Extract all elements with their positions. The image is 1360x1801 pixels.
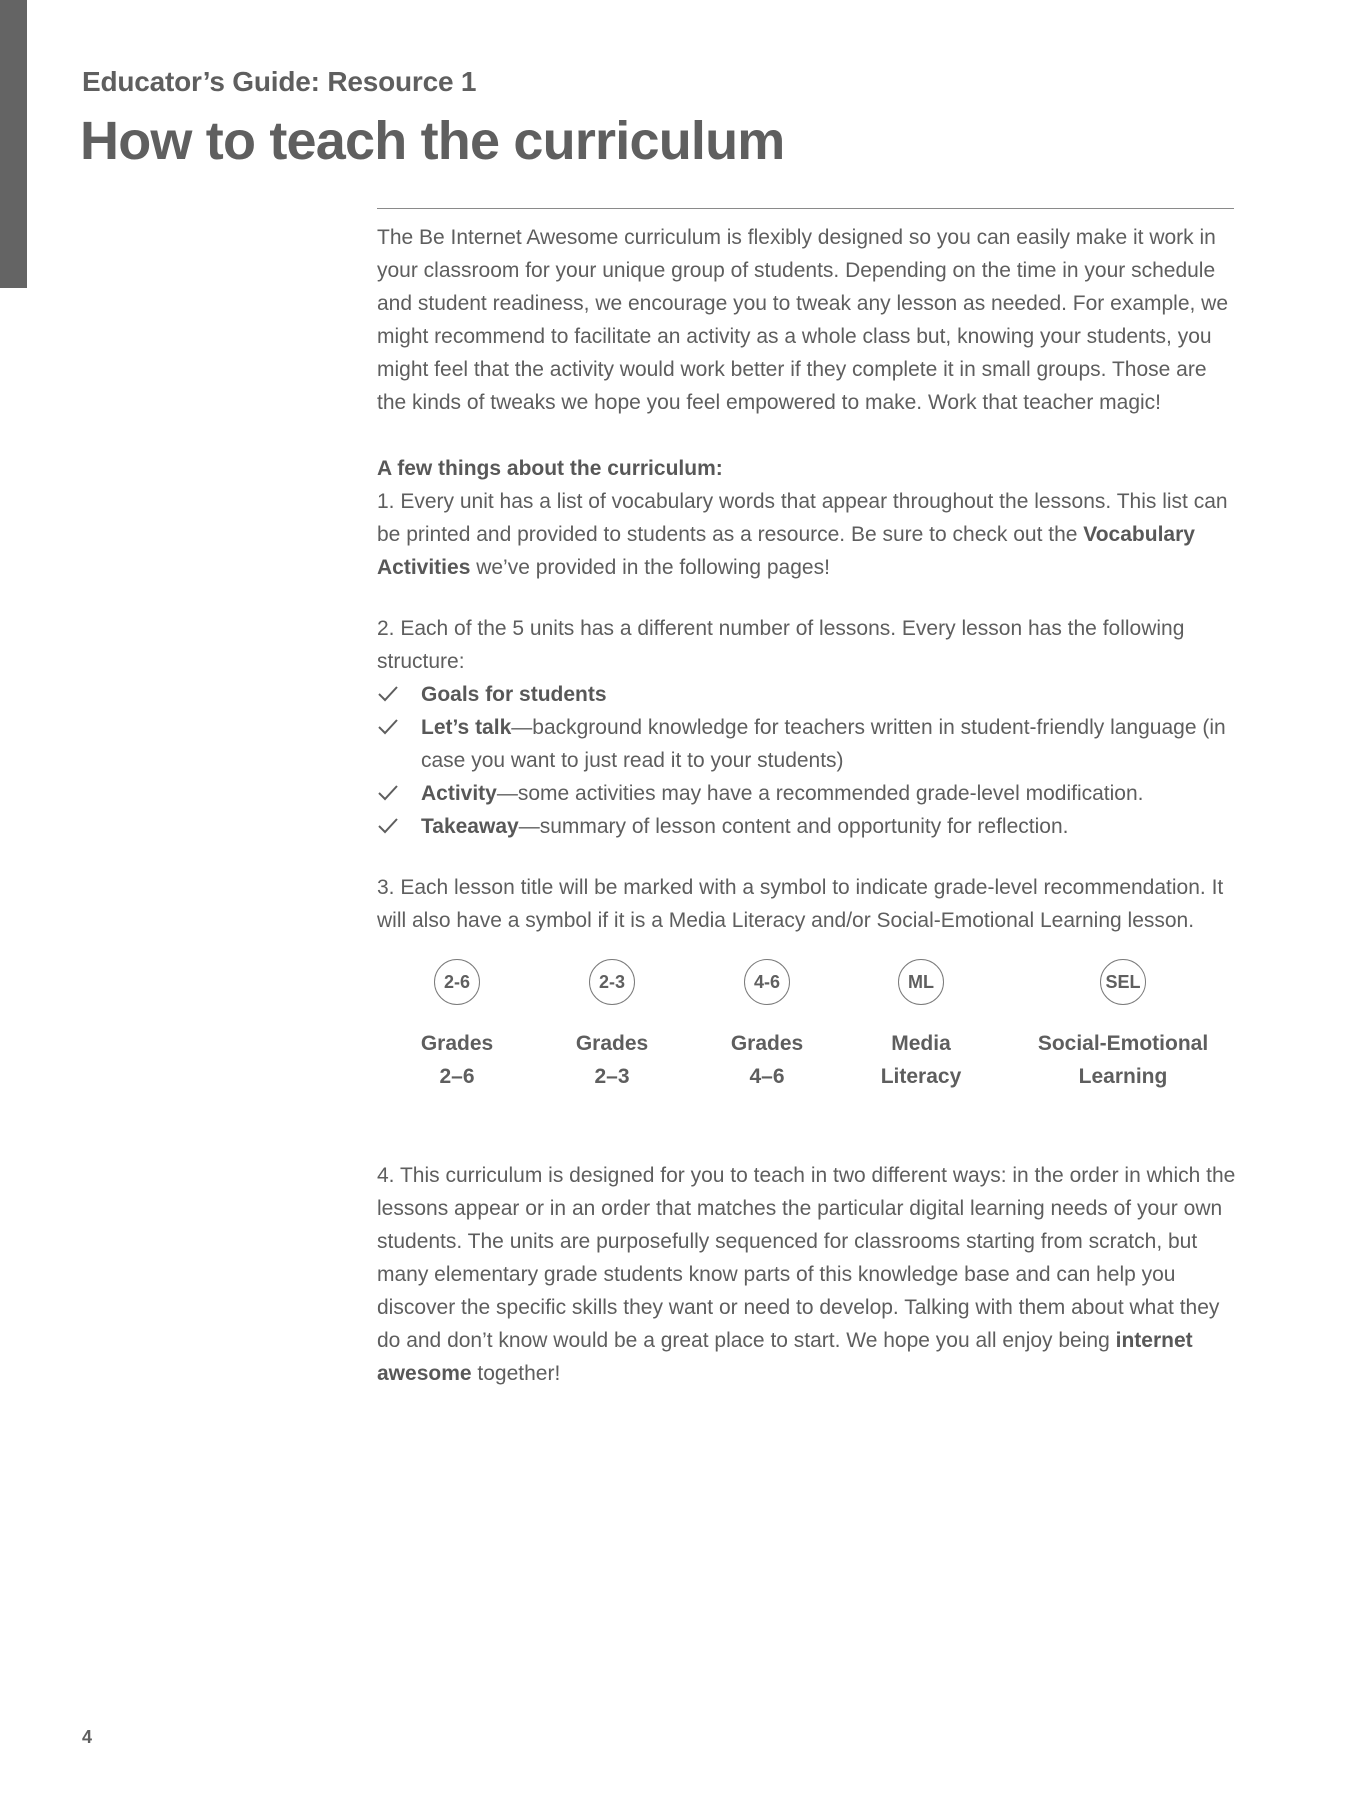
checkmark-icon — [377, 783, 399, 803]
checkmark-icon — [377, 816, 399, 836]
divider — [377, 208, 1234, 209]
media-literacy-badge-icon: ML — [898, 959, 944, 1005]
list-item: Takeaway—summary of lesson content and opportunity for reflection. — [377, 810, 1239, 843]
symbol-media-literacy — [811, 959, 1031, 1093]
list-item: Let’s talk—background knowledge for teachers written in student-friendly language (in case you want to just read it to your students) — [377, 711, 1239, 777]
checkmark-icon — [377, 717, 399, 737]
grade-symbols — [377, 959, 1239, 1159]
sel-badge-icon: SEL — [1100, 959, 1146, 1005]
intro-paragraph: The Be Internet Awesome curriculum is flexibly designed so you can easily make it work in your classroom for your unique group of students. Depending on the time in your schedule and student readiness, we encourage you to tweak any lesson as needed. For example, we might recommend to facilitate an activity as a whole class but, knowing your students, you might feel that the activity would work better if they complete it in small groups. Those are the kinds of tweaks we hope you feel empowered to make. Work that teacher magic! — [377, 226, 1229, 414]
item-3: 3. Each lesson title will be marked with a symbol to indicate grade-level recommendation. It will also have a symbol if it is a Media Literacy and/or Social-Emotional Learning lesson. — [377, 876, 1224, 932]
side-accent-bar — [0, 0, 27, 288]
symbol-label: Grades 2–6 — [420, 1032, 494, 1088]
resource-subtitle: Educator’s Guide: Resource 1 — [82, 66, 477, 97]
symbol-label: Media Literacy — [880, 1032, 962, 1088]
page-title: How to teach the curriculum — [80, 111, 785, 171]
checkmark-icon — [377, 684, 399, 704]
grade-badge-icon: 2-3 — [589, 959, 635, 1005]
vocabulary-activities-bold: Vocabulary Activities — [377, 523, 1195, 579]
internet-awesome-bold: internet awesome — [377, 1329, 1193, 1385]
item-4: 4. This curriculum is designed for you to teach in two different ways: in the order in which the lessons appear or in an order that matches the particular digital learning needs of your own students. The units are purposefully sequenced for classrooms starting from scratch, but many elementary grade students know parts of this knowledge base and can help you discover the specific skills they want or need to develop. Talking with them about what they do and don’t know would be a great place to start. We hope you all enjoy being internet awesome together! — [377, 1164, 1236, 1385]
symbol-label: Social-Emotional Learning — [1037, 1032, 1209, 1088]
symbol-label: Grades 4–6 — [730, 1032, 804, 1088]
grade-badge-icon: 4-6 — [744, 959, 790, 1005]
section-heading: A few things about the curriculum: — [377, 457, 723, 480]
symbol-label: Grades 2–3 — [575, 1032, 649, 1088]
page-number: 4 — [82, 1727, 93, 1747]
list-item: Goals for students — [377, 678, 1239, 711]
list-item: Activity—some activities may have a recommended grade-level modification. — [377, 777, 1239, 810]
main-content — [377, 221, 1239, 1390]
item-1: 1. Every unit has a list of vocabulary words that appear throughout the lessons. This list can be printed and provided to students as a resource. Be sure to check out the Vocabulary Activities we’ve provided in the following pages! — [377, 490, 1228, 579]
item-2: 2. Each of the 5 units has a different number of lessons. Every lesson has the following structure: — [377, 617, 1185, 673]
symbol-social-emotional-learning — [1013, 959, 1233, 1093]
lesson-structure-list — [377, 678, 1239, 843]
grade-badge-icon: 2-6 — [434, 959, 480, 1005]
